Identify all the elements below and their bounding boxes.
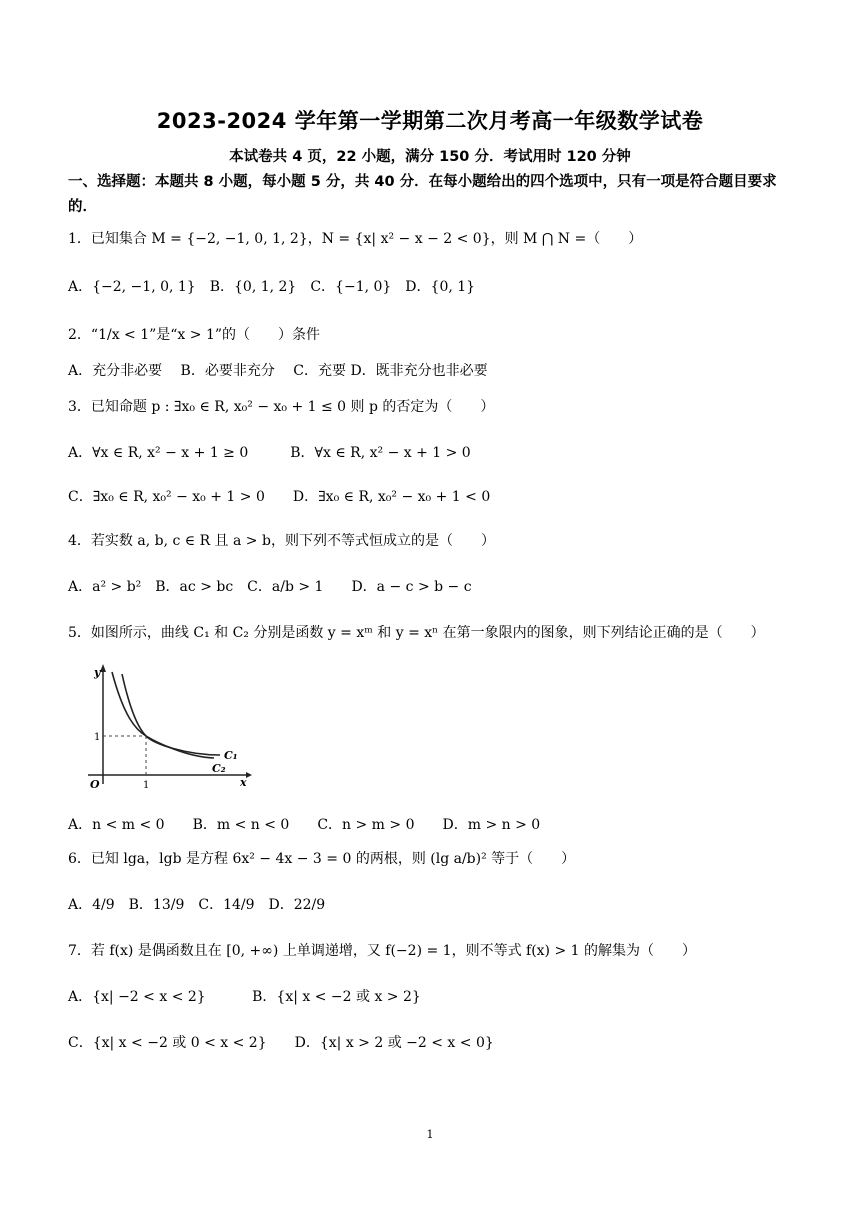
section-heading: 一、选择题：本题共 8 小题，每小题 5 分，共 40 分．在每小题给出的四个选项中，只有一项是符合题目要求的．	[68, 174, 777, 215]
page-number: 1	[426, 1128, 434, 1141]
question-5-stem: 5．如图所示，曲线 C₁ 和 C₂ 分别是函数 y = xᵐ 和 y = xⁿ 在第一象限内的图象，则下列结论正确的是（ ）	[68, 625, 765, 641]
question-6-options: A．4/9 B．13/9 C．14/9 D．22/9	[68, 897, 326, 913]
c2-label: C₂	[212, 762, 226, 775]
x-axis-label: x	[240, 776, 247, 789]
y-one-label: 1	[94, 732, 101, 743]
x-one-label: 1	[143, 780, 150, 791]
y-axis-arrow	[100, 664, 106, 672]
question-2-options: A．充分非必要 B．必要非充分 C．充要 D．既非充分也非必要	[68, 363, 488, 379]
y-axis-label: y	[94, 666, 101, 679]
question-1-stem: 1．已知集合 M = {−2, −1, 0, 1, 2}，N = {x| x² − x − 2 < 0}，则 M ⋂ N =（ ）	[68, 231, 643, 247]
x-axis-arrow	[246, 772, 252, 778]
question-5-figure	[86, 662, 252, 792]
question-3-stem: 3．已知命题 p : ∃x₀ ∈ R, x₀² − x₀ + 1 ≤ 0 则 p 的否定为（ ）	[68, 399, 495, 415]
question-7-stem: 7．若 f(x) 是偶函数且在 [0, +∞) 上单调递增，又 f(−2) = 1，则不等式 f(x) > 1 的解集为（ ）	[68, 943, 697, 959]
question-3-options-row-1: A．∀x ∈ R, x² − x + 1 ≥ 0 B．∀x ∈ R, x² − x + 1 > 0	[68, 445, 471, 461]
question-1-options: A．{−2, −1, 0, 1} B．{0, 1, 2} C．{−1, 0} D．{0, 1}	[68, 279, 476, 295]
question-3-options-row-2: C．∃x₀ ∈ R, x₀² − x₀ + 1 > 0 D．∃x₀ ∈ R, x₀² − x₀ + 1 < 0	[68, 489, 491, 505]
c1-label: C₁	[224, 749, 238, 762]
question-7-options-row-1: A．{x| −2 < x < 2} B．{x| x < −2 或 x > 2}	[68, 989, 421, 1005]
curve-c2	[122, 674, 220, 755]
question-4-options: A．a² > b² B．ac > bc C．a/b > 1 D．a − c > b − c	[68, 579, 472, 595]
origin-label: O	[90, 778, 100, 791]
question-6-stem: 6．已知 lga，lgb 是方程 6x² − 4x − 3 = 0 的两根，则 (lg a/b)² 等于（ ）	[68, 851, 576, 867]
question-7-options-row-2: C．{x| x < −2 或 0 < x < 2} D．{x| x > 2 或 −2 < x < 0}	[68, 1035, 494, 1051]
question-4-stem: 4．若实数 a, b, c ∈ R 且 a > b，则下列不等式恒成立的是（ ）	[68, 533, 495, 549]
exam-subtitle: 本试卷共 4 页，22 小题，满分 150 分．考试用时 120 分钟	[229, 149, 631, 165]
question-5-options: A．n < m < 0 B．m < n < 0 C．n > m > 0 D．m > n > 0	[68, 817, 541, 833]
exam-title: 2023-2024 学年第一学期第二次月考高一年级数学试卷	[156, 109, 704, 133]
question-2-stem: 2．“1/x < 1”是“x > 1”的（ ）条件	[68, 327, 321, 343]
